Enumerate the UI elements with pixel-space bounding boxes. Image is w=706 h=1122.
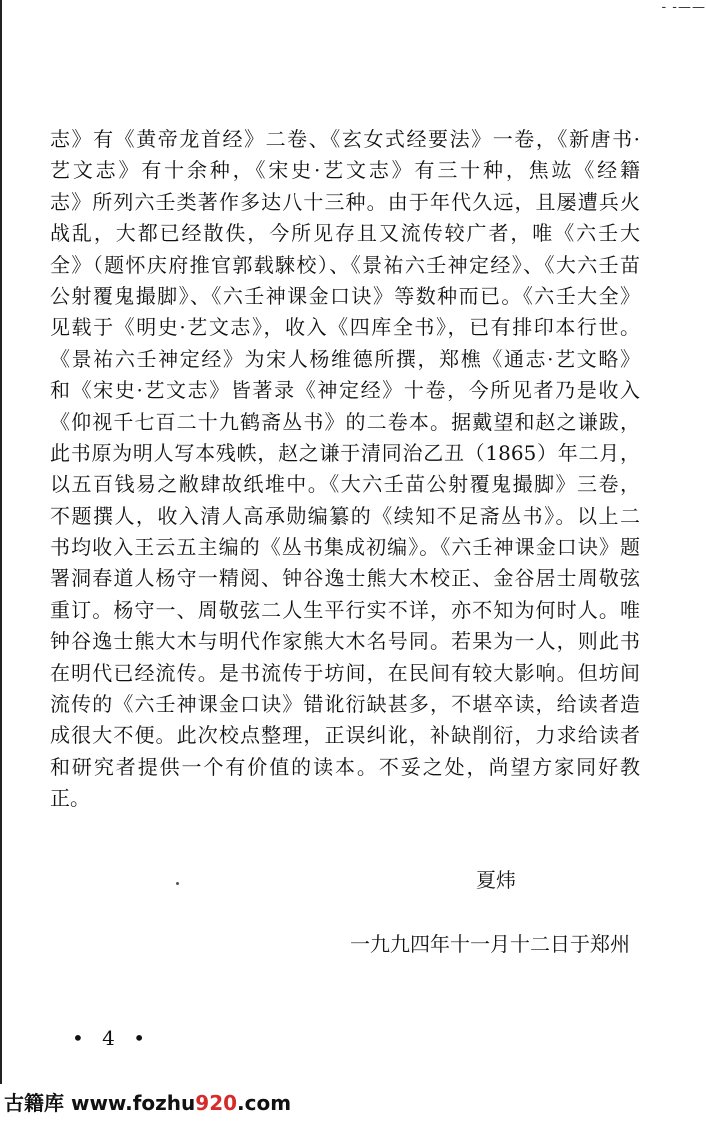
watermark-brand: 古籍库 www.fozhu bbox=[4, 1091, 196, 1115]
text-line: 艺文志》有十余种，《宋史·艺文志》有三十种，焦竑《经籍 bbox=[50, 158, 640, 183]
text-line: 见载于《明史·艺文志》，收入《四库全书》，已有排印本行世。 bbox=[50, 315, 640, 340]
text-line: 志》所列六壬类著作多达八十三种。由于年代久远，且屡遭兵火 bbox=[50, 189, 640, 214]
text-line: 和研究者提供一个有价值的读本。不妥之处，尚望方家同好教 bbox=[50, 754, 640, 779]
body-text bbox=[50, 124, 640, 815]
text-line: 署洞春道人杨守一精阅、钟谷逸士熊大木校正、金谷居士周敬弦 bbox=[50, 566, 640, 591]
text-line: 以五百钱易之敝肆故纸堆中。《大六壬苗公射覆鬼撮脚》三卷， bbox=[50, 472, 640, 497]
text-line: 流传的《六壬神课金口诀》错讹衍缺甚多，不堪卒读，给读者造 bbox=[50, 692, 640, 717]
text-line: 公射覆鬼撮脚》、《六壬神课金口诀》等数种而已。《六壬大全》 bbox=[50, 283, 640, 308]
author-signature: 夏炜 bbox=[476, 868, 516, 892]
text-line: 重订。杨守一、周敬弦二人生平行实不详，亦不知为何时人。唯 bbox=[50, 597, 640, 622]
text-line: 在明代已经流传。是书流传于坊间，在民间有较大影响。但坊间 bbox=[50, 660, 640, 685]
text-line: 不题撰人，收入清人高承勋编纂的《续知不足斋丛书》。以上二 bbox=[50, 503, 640, 528]
stray-dot bbox=[176, 882, 179, 885]
text-line: 书均收入王云五主编的《丛书集成初编》。《六壬神课金口诀》题 bbox=[50, 535, 640, 560]
text-line: 全》（题怀庆府推官郭载騋校）、《景祐六壬神定经》、《大六壬苗 bbox=[50, 252, 640, 277]
text-line: 和《宋史·艺文志》皆著录《神定经》十卷，今所见者乃是收入 bbox=[50, 378, 640, 403]
left-border-rule bbox=[0, 0, 2, 1084]
page-number: • 4 • bbox=[72, 1026, 152, 1050]
top-edge-marks: - -—— bbox=[661, 0, 706, 15]
site-watermark[interactable] bbox=[4, 1090, 291, 1116]
text-line: 《景祐六壬神定经》为宋人杨维德所撰，郑樵《通志·艺文略》 bbox=[50, 346, 640, 371]
watermark-suffix: .com bbox=[237, 1091, 292, 1115]
text-line: 战乱，大都已经散佚，今所见存且又流传较广者，唯《六壬大 bbox=[50, 221, 640, 246]
text-line: 《仰视千七百二十九鹤斋丛书》的二卷本。据戴望和赵之谦跋， bbox=[50, 409, 640, 434]
text-line: 此书原为明人写本残帙，赵之谦于清同治乙丑（1865）年二月， bbox=[50, 440, 640, 465]
watermark-accent: 920 bbox=[195, 1091, 238, 1115]
text-line: 正。 bbox=[50, 786, 90, 811]
text-line: 钟谷逸士熊大木与明代作家熊大木名号同。若果为一人，则此书 bbox=[50, 629, 640, 654]
text-line: 志》有《黄帝龙首经》二卷、《玄女式经要法》一卷，《新唐书· bbox=[50, 127, 640, 151]
text-line: 成很大不便。此次校点整理，正误纠讹，补缺削衍，力求给读者 bbox=[50, 723, 640, 748]
date-location-line: 一九九四年十一月十二日于郑州 bbox=[350, 932, 630, 956]
